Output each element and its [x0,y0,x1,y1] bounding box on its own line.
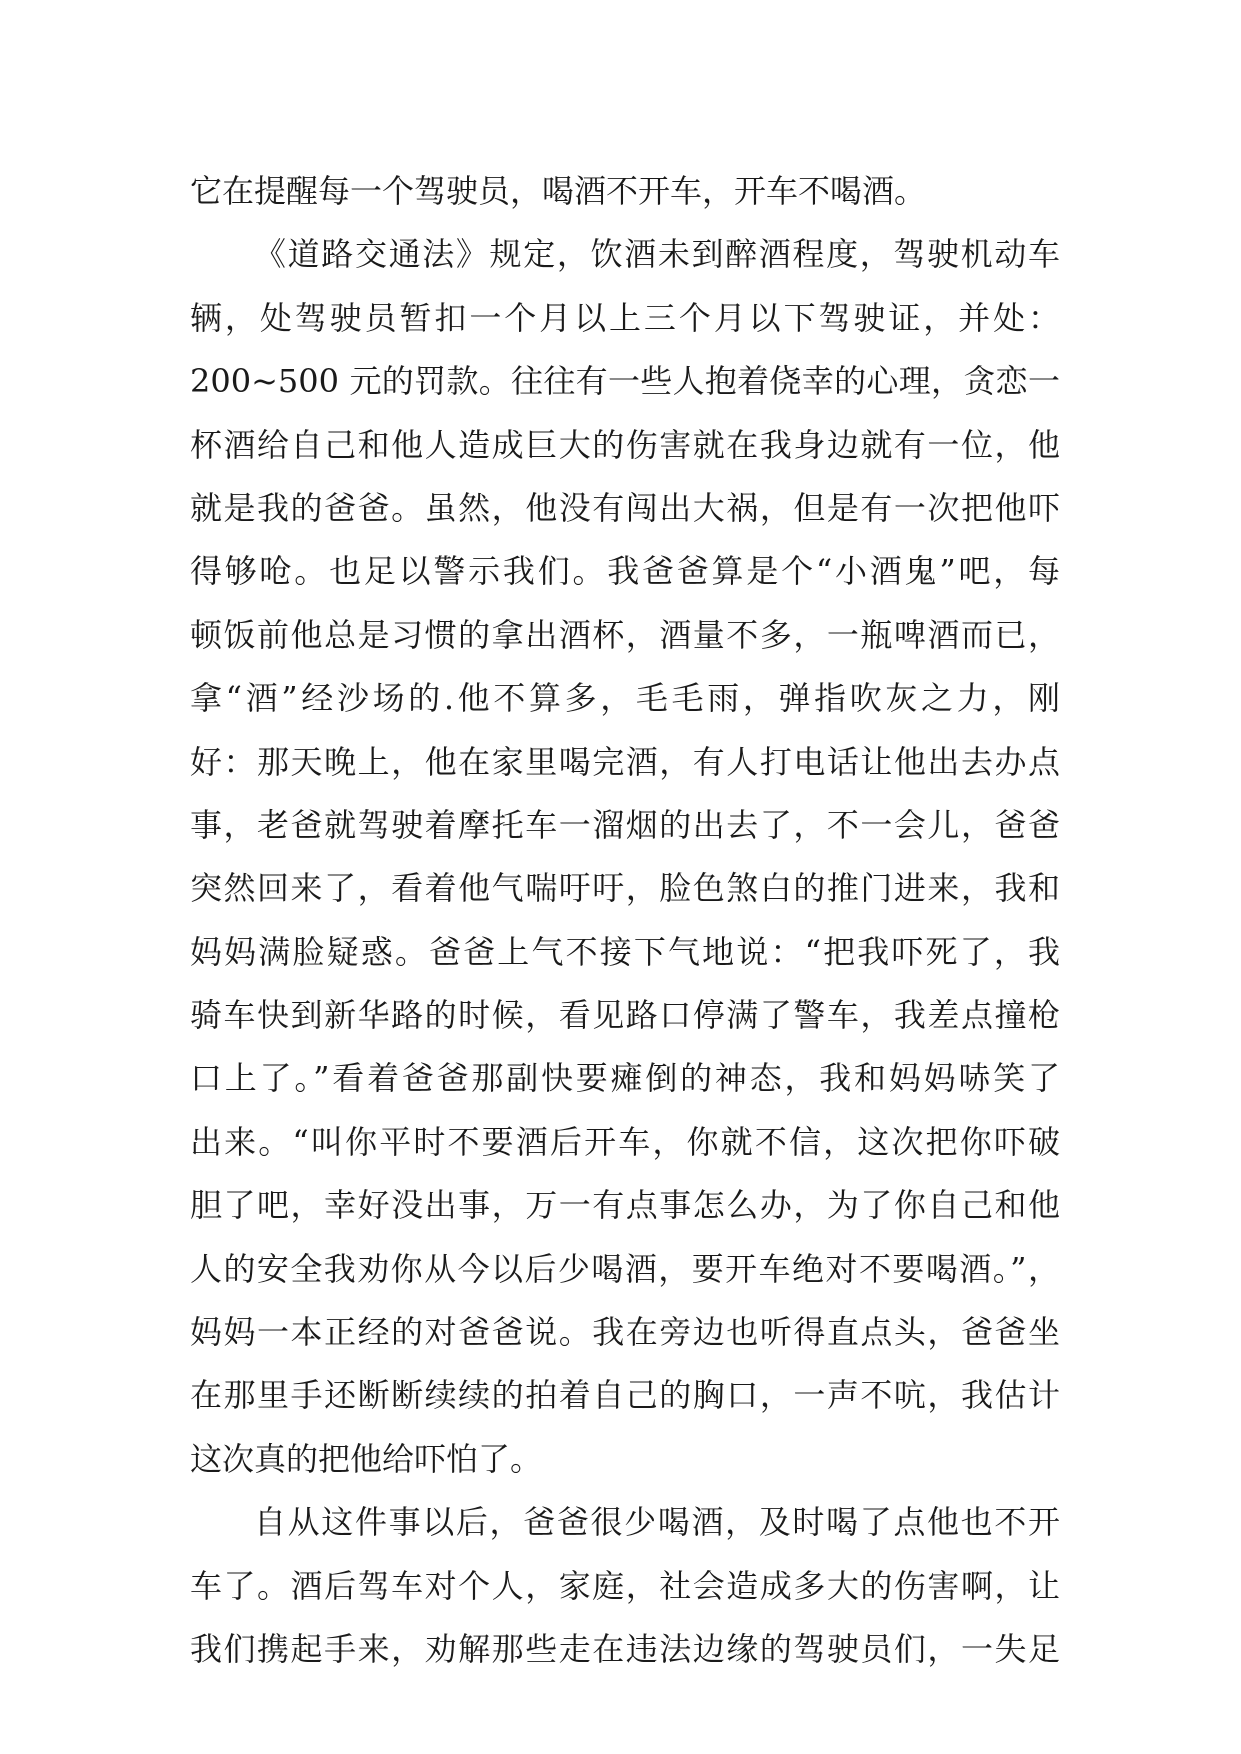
text-line: 它在提醒每一个驾驶员，喝酒不开车，开车不喝酒。 [190,172,927,210]
text-line: 我们携起手来，劝解那些走在违法边缘的驾驶员们，一失足 [190,1629,1060,1668]
text-line: 出来。“叫你平时不要酒后开车，你就不信，这次把你吓破 [190,1122,1060,1161]
text-line: 妈妈满脸疑惑。爸爸上气不接下气地说：“把我吓死了，我 [190,932,1060,971]
body-text [190,160,1060,1681]
text-line: 胆了吧，幸好没出事，万一有点事怎么办，为了你自己和他 [190,1186,1060,1225]
text-line: 突然回来了，看着他气喘吁吁，脸色煞白的推门进来，我和 [190,869,1060,908]
text-line: 拿“酒”经沙场的.他不算多，毛毛雨，弹指吹灰之力，刚 [190,679,1060,718]
text-line: 得够呛。也足以警示我们。我爸爸算是个“小酒鬼”吧，每 [190,552,1060,591]
text-line: 事，老爸就驾驶着摩托车一溜烟的出去了，不一会儿，爸爸 [190,805,1060,844]
text-line: 《道路交通法》规定，饮酒未到醉酒程度，驾驶机动车 [254,235,1060,274]
text-line: 杯酒给自己和他人造成巨大的伤害就在我身边就有一位，他 [190,425,1060,464]
text-line: 车了。酒后驾车对个人，家庭，社会造成多大的伤害啊，让 [190,1566,1060,1605]
text-line: 自从这件事以后，爸爸很少喝酒，及时喝了点他也不开 [254,1503,1060,1542]
text-line: 辆，处驾驶员暂扣一个月以上三个月以下驾驶证，并处： [190,298,1060,337]
text-line: 妈妈一本正经的对爸爸说。我在旁边也听得直点头，爸爸坐 [190,1313,1060,1352]
text-line: 200~500 元的罚款。往往有一些人抱着侥幸的心理，贪恋一 [190,362,1060,401]
text-line: 在那里手还断断续续的拍着自己的胸口，一声不吭，我估计 [190,1376,1060,1415]
text-line: 骑车快到新华路的时候，看见路口停满了警车，我差点撞枪 [190,996,1060,1035]
text-line: 好：那天晚上，他在家里喝完酒，有人打电话让他出去办点 [190,742,1060,781]
text-line: 顿饭前他总是习惯的拿出酒杯，酒量不多，一瓶啤酒而已， [190,615,1060,654]
text-line: 人的安全我劝你从今以后少喝酒，要开车绝对不要喝酒。”， [190,1249,1060,1288]
text-line: 就是我的爸爸。虽然，他没有闯出大祸，但是有一次把他吓 [190,488,1060,527]
text-line: 这次真的把他给吓怕了。 [190,1439,543,1478]
text-line: 口上了。”看着爸爸那副快要瘫倒的神态，我和妈妈哧笑了 [190,1059,1060,1098]
